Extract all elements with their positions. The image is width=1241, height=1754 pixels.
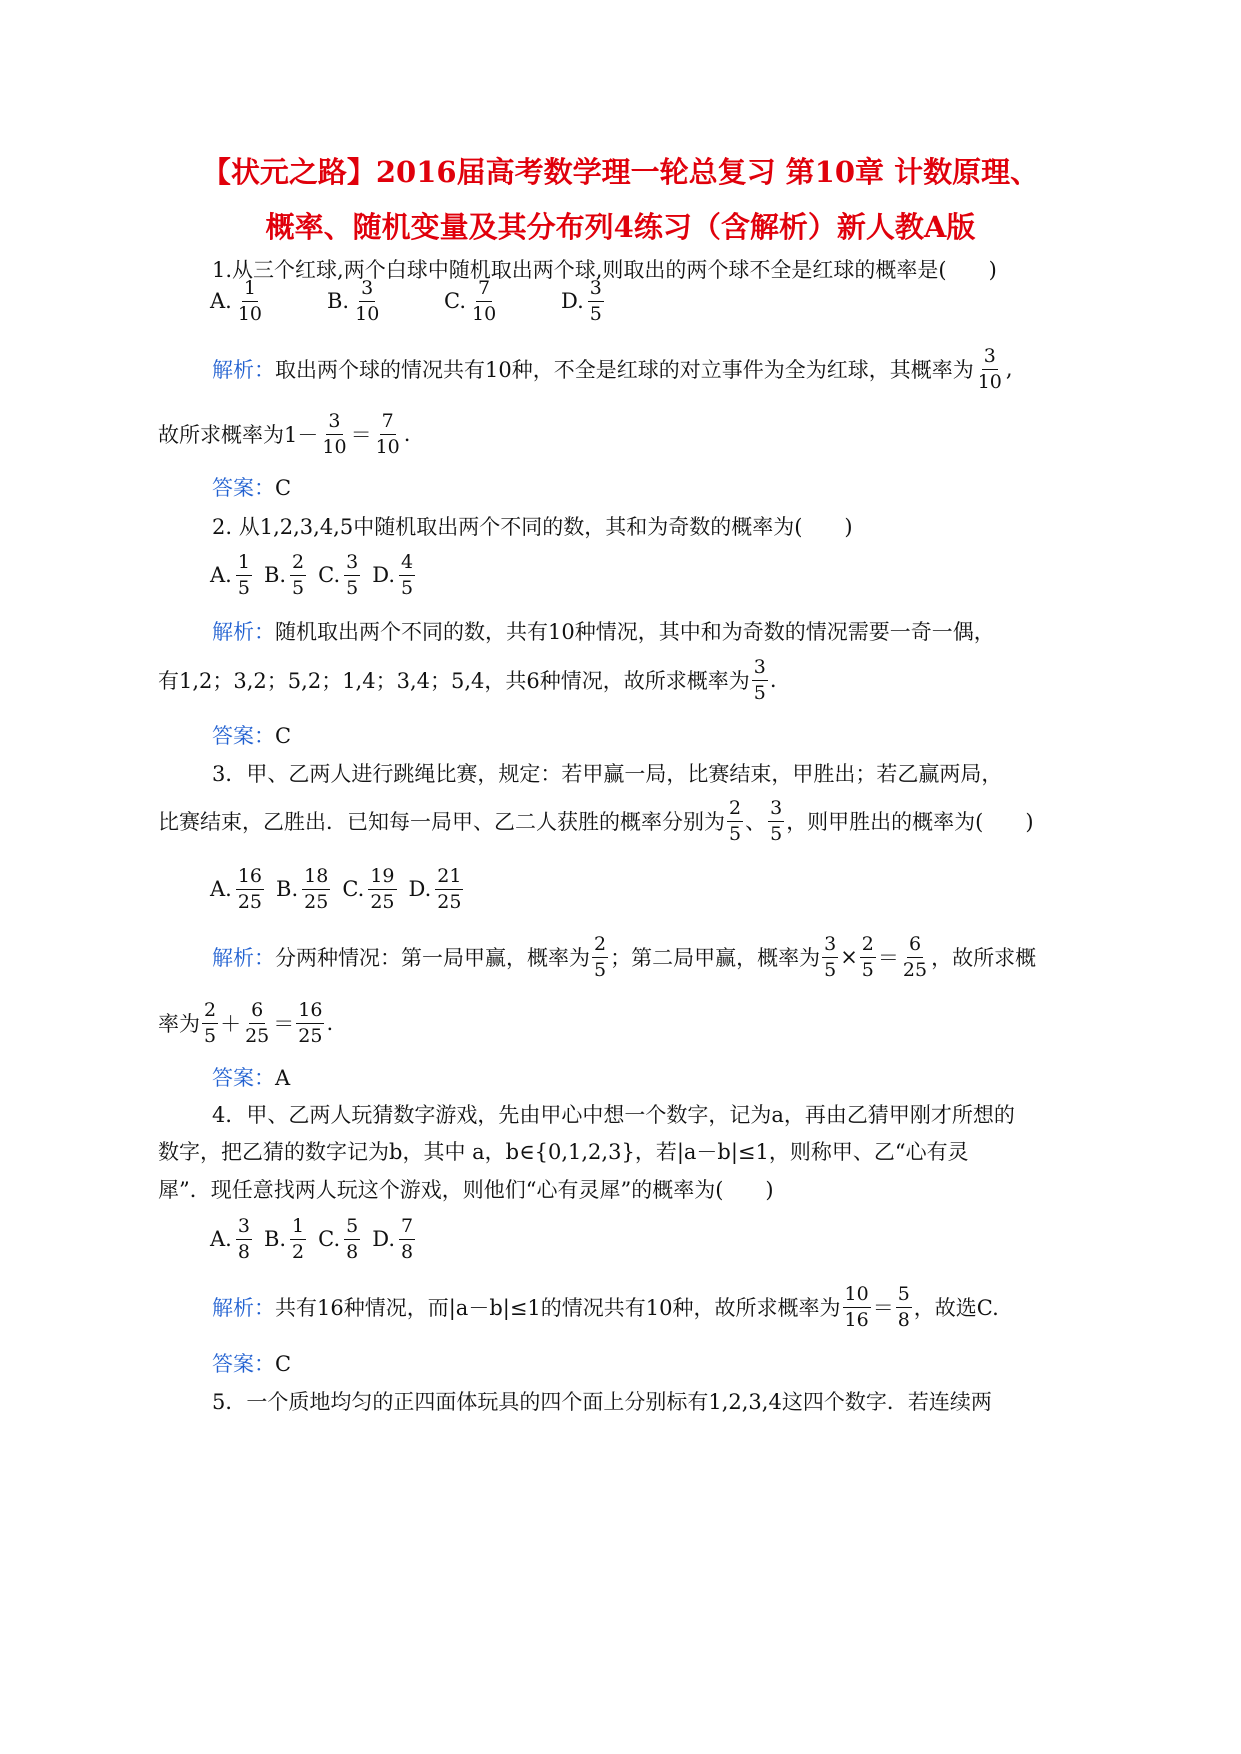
frac-den: 8 bbox=[401, 1240, 414, 1263]
option-letter: A. bbox=[210, 1227, 232, 1252]
frac-den: 10 bbox=[375, 435, 400, 458]
answer-value: C bbox=[275, 724, 292, 748]
frac-num: 1 bbox=[290, 1216, 306, 1240]
q3-options bbox=[210, 866, 465, 913]
equals-sign: ＝ bbox=[877, 946, 899, 971]
frac-num: 4 bbox=[399, 552, 415, 576]
frac-num: 10 bbox=[843, 1284, 871, 1308]
frac-num: 18 bbox=[302, 866, 330, 890]
frac-den: 10 bbox=[977, 370, 1002, 393]
frac-num: 2 bbox=[592, 934, 608, 958]
frac-num: 3 bbox=[768, 798, 784, 822]
q3-stem-line-1: 3．甲、乙两人进行跳绳比赛，规定：若甲赢一局，比赛结束，甲胜出；若乙赢两局， bbox=[212, 762, 1003, 786]
frac-num: 5 bbox=[344, 1216, 360, 1240]
option-letter: B. bbox=[327, 289, 350, 314]
frac-num: 3 bbox=[822, 934, 838, 958]
q1-option-b bbox=[327, 278, 383, 325]
frac-den: 5 bbox=[753, 681, 766, 704]
frac-num: 6 bbox=[907, 934, 923, 958]
frac-num: 3 bbox=[344, 552, 360, 576]
frac-den: 2 bbox=[292, 1240, 305, 1263]
q2-answer bbox=[212, 724, 291, 748]
frac-den: 5 bbox=[346, 576, 359, 599]
option-letter: C. bbox=[318, 1227, 341, 1252]
frac-den: 10 bbox=[355, 302, 380, 325]
q2-solution-line-2 bbox=[158, 657, 777, 704]
frac-num: 2 bbox=[202, 1000, 218, 1024]
option-letter: A. bbox=[210, 877, 232, 902]
answer-label: 答案： bbox=[212, 724, 275, 748]
q1-solution-line-1 bbox=[212, 346, 1013, 393]
frac-den: 5 bbox=[292, 576, 305, 599]
option-letter: D. bbox=[408, 877, 432, 902]
frac-den: 5 bbox=[861, 958, 874, 981]
answer-label: 答案： bbox=[212, 1352, 275, 1376]
answer-value: C bbox=[275, 1352, 292, 1376]
option-letter: C. bbox=[444, 289, 466, 314]
answer-value: C bbox=[275, 476, 292, 500]
solution-text: 有1,2；3,2；5,2；1,4；3,4；5,4，共6种情况，故所求概率为 bbox=[158, 669, 750, 694]
doc-title-line-1: 【状元之路】2016届高考数学理一轮总复习 第10章 计数原理、 bbox=[201, 155, 1040, 189]
option-letter: C. bbox=[318, 563, 341, 588]
q1-stem: 1.从三个红球,两个白球中随机取出两个球,则取出的两个球不全是红球的概率是( ) bbox=[212, 258, 997, 282]
frac-den: 10 bbox=[472, 302, 497, 325]
q1-option-d bbox=[561, 278, 606, 325]
solution-text: 率为 bbox=[158, 1012, 200, 1037]
solution-text: 故所求概率为1－ bbox=[158, 423, 319, 448]
option-letter: B. bbox=[263, 563, 287, 588]
frac-den: 8 bbox=[346, 1240, 359, 1263]
answer-value: A bbox=[275, 1066, 291, 1090]
option-letter: D. bbox=[561, 289, 584, 314]
frac-den: 16 bbox=[844, 1308, 869, 1331]
solution-text: 取出两个球的情况共有10种，不全是红球的对立事件为全为红球，其概率为 bbox=[275, 358, 974, 383]
q1-answer bbox=[212, 476, 291, 500]
frac-den: 5 bbox=[770, 822, 783, 845]
solution-label: 解析： bbox=[212, 946, 275, 971]
solution-text: ；第二局甲赢，概率为 bbox=[610, 946, 821, 971]
punct: . bbox=[769, 668, 777, 693]
q1-option-a bbox=[210, 278, 266, 325]
solution-text: ，故所求概 bbox=[931, 946, 1037, 971]
times-sign: × bbox=[840, 945, 858, 970]
stem-text: ，则甲胜出的概率为( ) bbox=[786, 810, 1034, 835]
q1-option-c bbox=[444, 278, 500, 325]
frac-den: 5 bbox=[594, 958, 607, 981]
frac-num: 3 bbox=[752, 657, 768, 681]
frac-num: 1 bbox=[236, 552, 252, 576]
frac-den: 10 bbox=[322, 435, 347, 458]
q3-solution-line-1 bbox=[212, 934, 1036, 981]
q4-stem-line-2: 数字，把乙猜的数字记为b，其中 a，b∈{0,1,2,3}，若|a－b|≤1，则称甲、乙“心有灵 bbox=[158, 1140, 969, 1164]
answer-label: 答案： bbox=[212, 476, 275, 500]
frac-den: 5 bbox=[824, 958, 837, 981]
frac-num: 16 bbox=[296, 1000, 324, 1024]
option-letter: B. bbox=[263, 1227, 287, 1252]
q1-solution-line-2 bbox=[158, 411, 410, 458]
frac-den: 10 bbox=[237, 302, 263, 325]
option-letter: B. bbox=[276, 877, 299, 902]
solution-text: 分两种情况：第一局甲赢，概率为 bbox=[275, 946, 590, 971]
answer-label: 答案： bbox=[212, 1066, 275, 1090]
frac-den: 5 bbox=[237, 576, 250, 599]
q4-options bbox=[210, 1216, 417, 1263]
frac-den: 25 bbox=[370, 890, 395, 913]
frac-num: 6 bbox=[249, 1000, 265, 1024]
punct: , bbox=[1005, 357, 1013, 382]
stem-text: 比赛结束，乙胜出．已知每一局甲、乙二人获胜的概率分别为 bbox=[158, 810, 725, 835]
solution-label: 解析： bbox=[212, 358, 275, 383]
frac-den: 5 bbox=[401, 576, 414, 599]
q5-stem-line-1: 5．一个质地均匀的正四面体玩具的四个面上分别标有1,2,3,4这四个数字．若连续两 bbox=[212, 1390, 992, 1414]
option-letter: D. bbox=[372, 1227, 395, 1252]
frac-num: 3 bbox=[236, 1216, 252, 1240]
q2-solution-line-1 bbox=[212, 620, 995, 644]
q2-options bbox=[210, 552, 417, 599]
solution-text: ，故选C. bbox=[913, 1296, 999, 1321]
option-letter: A. bbox=[210, 289, 232, 314]
frac-num: 21 bbox=[435, 866, 463, 890]
solution-text: 共有16种情况，而|a－b|≤1的情况共有10种，故所求概率为 bbox=[275, 1296, 841, 1321]
q4-answer bbox=[212, 1352, 291, 1376]
q4-stem-line-3: 犀”．现任意找两人玩这个游戏，则他们“心有灵犀”的概率为( ) bbox=[158, 1178, 774, 1202]
plus-sign: ＋ bbox=[220, 1012, 242, 1037]
frac-den: 25 bbox=[304, 890, 329, 913]
equals-sign: ＝ bbox=[350, 423, 372, 448]
separator: 、 bbox=[745, 810, 767, 835]
frac-num: 19 bbox=[368, 866, 396, 890]
equals-sign: ＝ bbox=[872, 1296, 894, 1321]
frac-den: 5 bbox=[589, 302, 602, 325]
equals-sign: ＝ bbox=[273, 1012, 295, 1037]
frac-num: 7 bbox=[399, 1216, 415, 1240]
q3-solution-line-2 bbox=[158, 1000, 333, 1047]
option-letter: C. bbox=[342, 877, 365, 902]
frac-num: 3 bbox=[359, 278, 375, 302]
frac-num: 5 bbox=[896, 1284, 912, 1308]
frac-num: 1 bbox=[242, 278, 258, 302]
frac-num: 3 bbox=[326, 411, 342, 435]
punct: . bbox=[403, 422, 411, 447]
frac-den: 25 bbox=[902, 958, 928, 981]
solution-label: 解析： bbox=[212, 620, 275, 644]
frac-num: 2 bbox=[290, 552, 306, 576]
option-letter: D. bbox=[372, 563, 395, 588]
q4-stem-line-1: 4．甲、乙两人玩猜数字游戏，先由甲心中想一个数字，记为a，再由乙猜甲刚才所想的 bbox=[212, 1103, 1015, 1127]
q3-stem-line-2 bbox=[158, 798, 1034, 845]
frac-den: 8 bbox=[897, 1308, 910, 1331]
frac-den: 25 bbox=[237, 890, 263, 913]
frac-num: 16 bbox=[236, 866, 264, 890]
frac-den: 25 bbox=[437, 890, 462, 913]
q3-answer bbox=[212, 1066, 290, 1090]
frac-num: 7 bbox=[380, 411, 396, 435]
frac-den: 5 bbox=[204, 1024, 217, 1047]
frac-den: 25 bbox=[298, 1024, 323, 1047]
doc-title-line-2: 概率、随机变量及其分布列4练习（含解析）新人教A版 bbox=[265, 210, 976, 244]
frac-num: 2 bbox=[727, 798, 743, 822]
option-letter: A. bbox=[210, 563, 232, 588]
solution-text: 随机取出两个不同的数，共有10种情况，其中和为奇数的情况需要一奇一偶， bbox=[275, 620, 995, 644]
frac-num: 7 bbox=[476, 278, 492, 302]
q4-solution-line-1 bbox=[212, 1284, 999, 1331]
solution-label: 解析： bbox=[212, 1296, 275, 1321]
punct: . bbox=[326, 1011, 334, 1036]
frac-den: 25 bbox=[245, 1024, 270, 1047]
frac-num: 3 bbox=[982, 346, 998, 370]
frac-den: 8 bbox=[237, 1240, 250, 1263]
frac-den: 5 bbox=[729, 822, 742, 845]
frac-num: 3 bbox=[588, 278, 604, 302]
frac-num: 2 bbox=[860, 934, 876, 958]
q2-stem: 2. 从1,2,3,4,5中随机取出两个不同的数，其和为奇数的概率为( ) bbox=[212, 515, 853, 539]
